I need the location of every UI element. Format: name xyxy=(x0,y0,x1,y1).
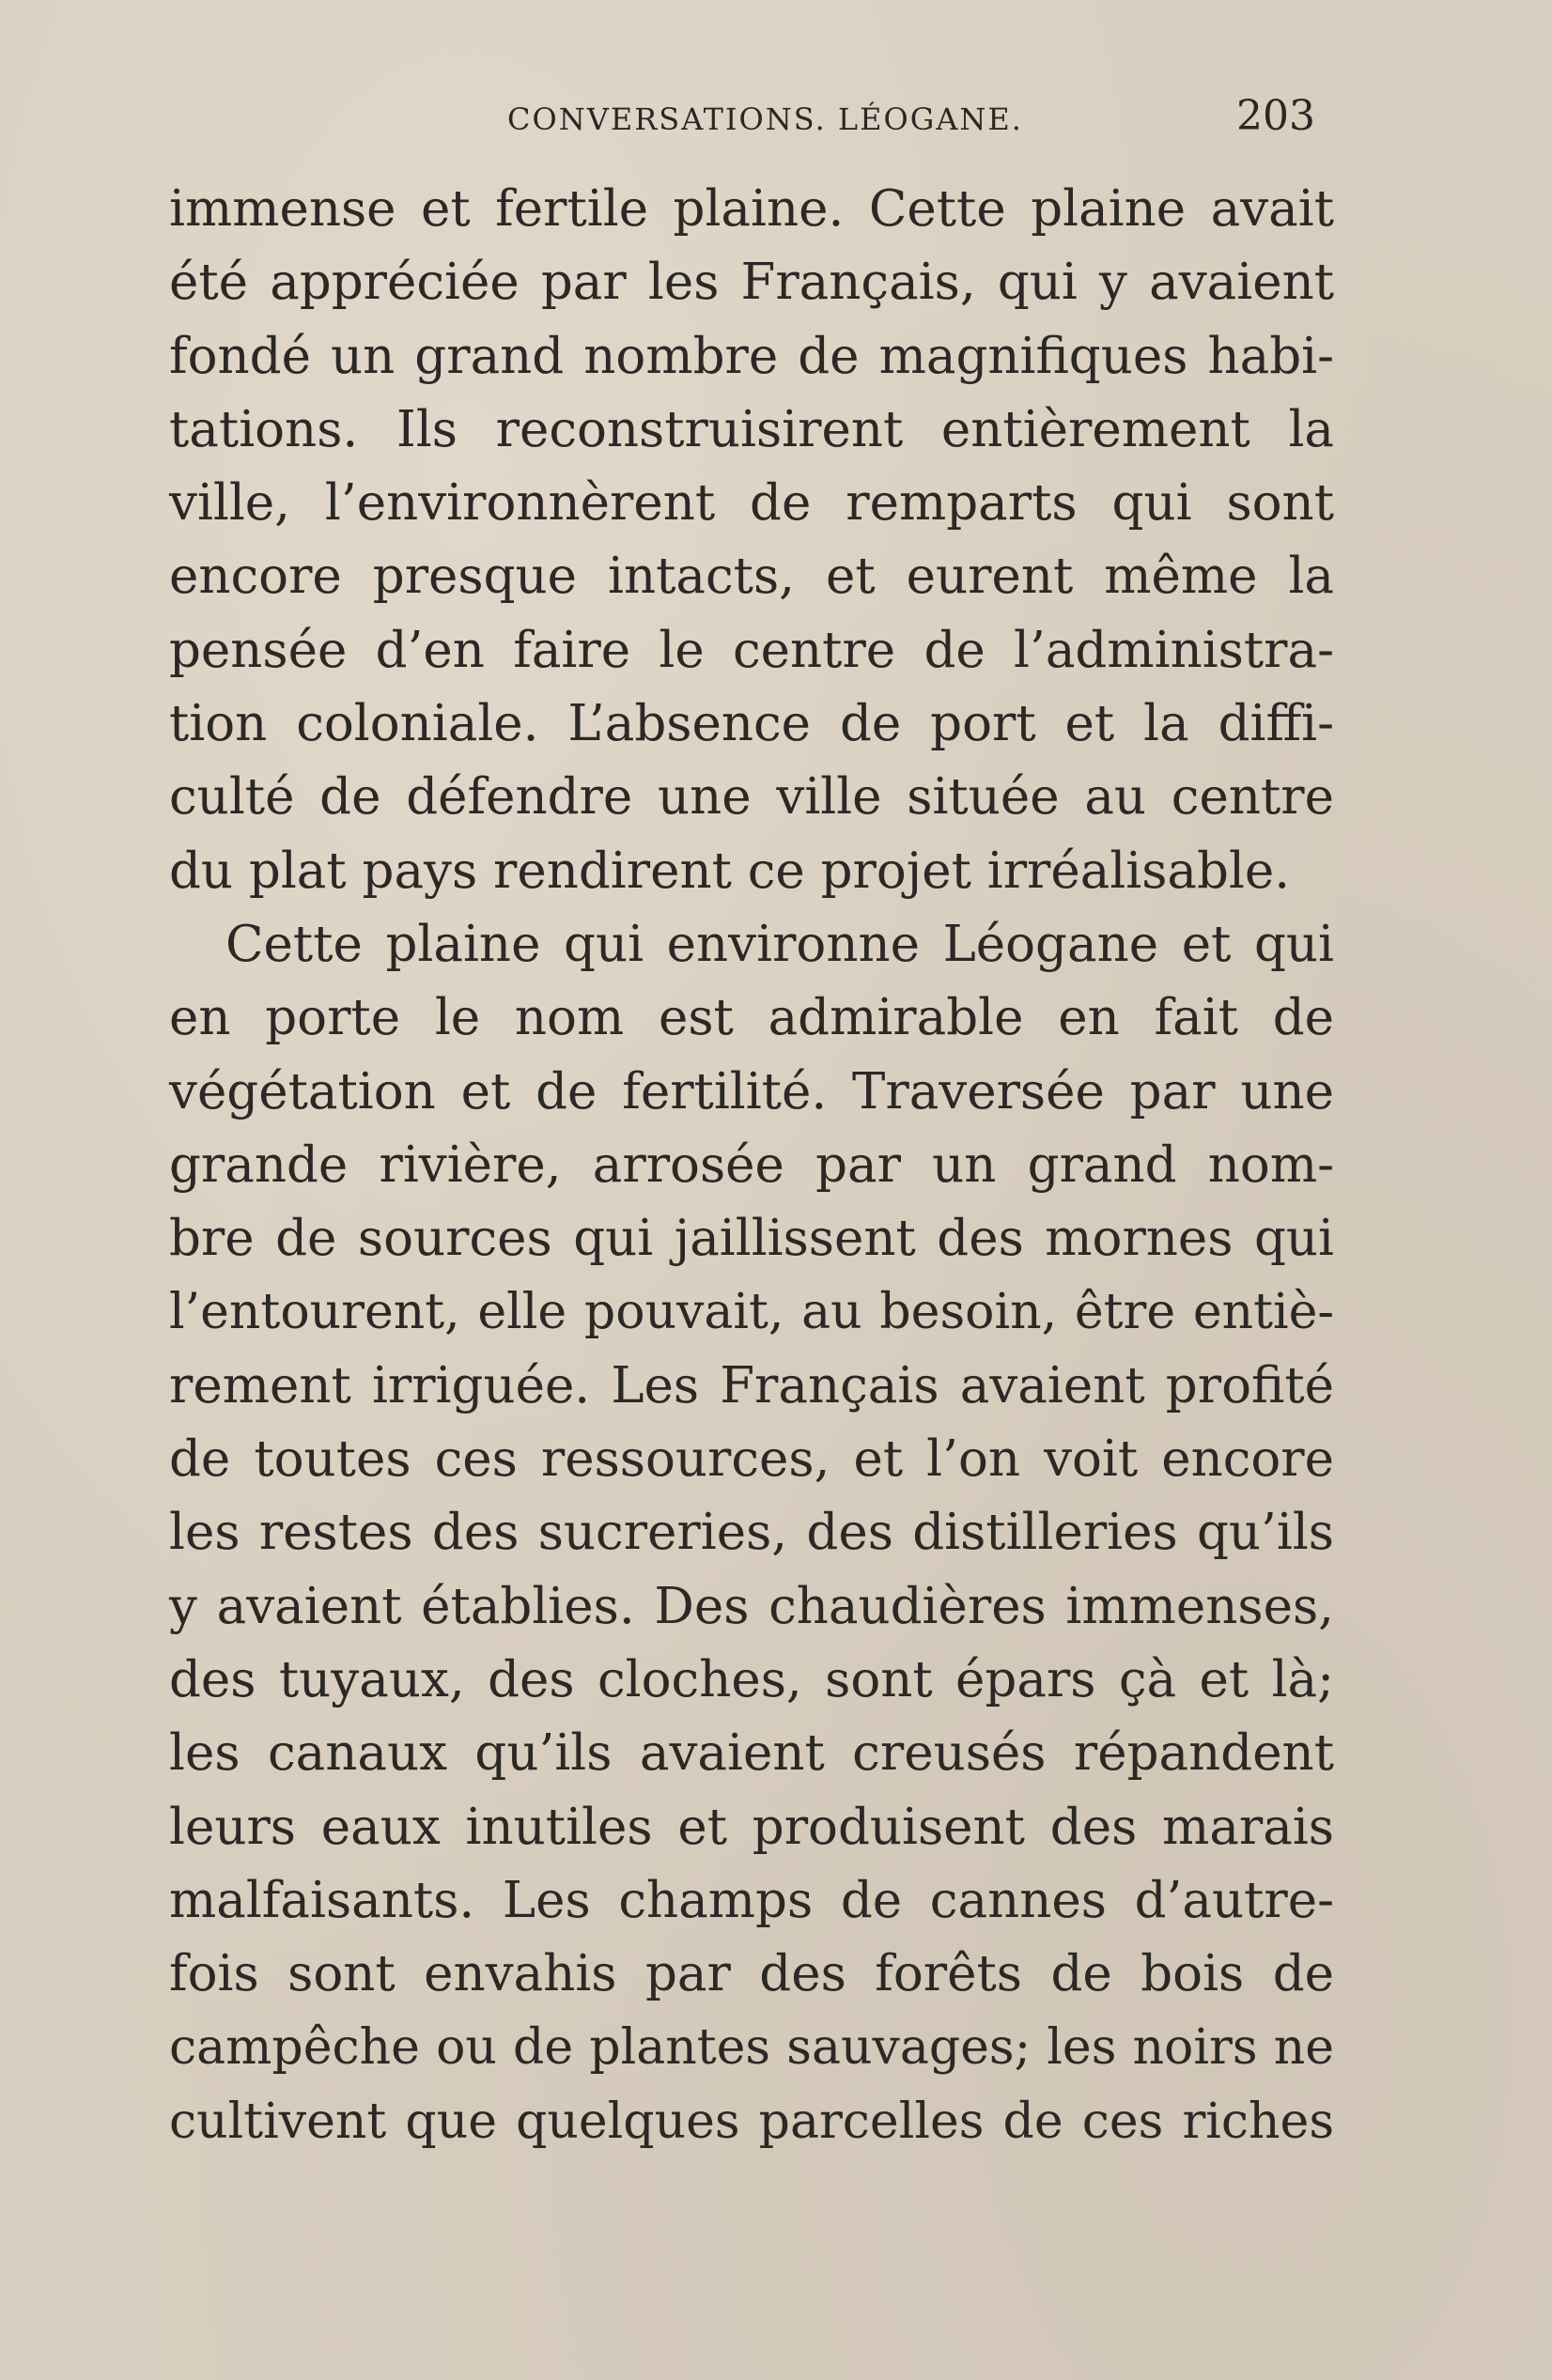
text-line: fondé un grand nombre de magnifiques habi- xyxy=(169,327,1334,385)
text-line: végétation et de fertilité. Traversée par une xyxy=(169,1062,1334,1120)
text-line: de toutes ces ressources, et l’on voit encore xyxy=(169,1430,1334,1489)
text-line: du plat pays rendirent ce projet irréalisable. xyxy=(169,842,1291,900)
text-line: y avaient établies. Des chaudières immenses, xyxy=(169,1577,1334,1635)
text-line: grande rivière, arrosée par un grand nom- xyxy=(169,1136,1334,1194)
text-line: encore presque intacts, et eurent même la xyxy=(169,548,1334,606)
body-text xyxy=(169,173,1334,2158)
text-line: en porte le nom est admirable en fait de xyxy=(169,989,1334,1047)
text-line: malfaisants. Les champs de cannes d’autre- xyxy=(169,1871,1334,1929)
page-header xyxy=(178,92,1325,148)
text-line: bre de sources qui jaillissent des mornes qui xyxy=(169,1210,1334,1268)
running-title: CONVERSATIONS. LÉOGANE. xyxy=(507,101,1023,137)
page-number: 203 xyxy=(1236,92,1315,140)
text-line: pensée d’en faire le centre de l’administra- xyxy=(169,621,1334,679)
text-line: ville, l’environnèrent de remparts qui sont xyxy=(169,474,1334,533)
text-line: fois sont envahis par des forêts de bois de xyxy=(169,1945,1334,2003)
text-line: tations. Ils reconstruisirent entièrement la xyxy=(169,400,1334,458)
text-line: été appréciée par les Français, qui y avaient xyxy=(169,254,1334,312)
text-line: rement irriguée. Les Français avaient profité xyxy=(169,1356,1334,1414)
text-line: immense et fertile plaine. Cette plaine avait xyxy=(169,180,1334,238)
text-line: culté de défendre une ville située au centre xyxy=(169,768,1334,827)
text-line: l’entourent, elle pouvait, au besoin, être entiè- xyxy=(169,1284,1334,1341)
text-line: des tuyaux, des cloches, sont épars çà et là; xyxy=(169,1650,1334,1708)
text-line: campêche ou de plantes sauvages; les noirs ne xyxy=(169,2019,1334,2077)
text-line: Cette plaine qui environne Léogane et qui xyxy=(225,915,1334,973)
text-line: tion coloniale. L’absence de port et la diffi- xyxy=(169,695,1334,753)
text-line: leurs eaux inutiles et produisent des marais xyxy=(169,1798,1334,1856)
text-line: les restes des sucreries, des distilleries qu’ils xyxy=(169,1504,1334,1562)
text-line: cultivent que quelques parcelles de ces riches xyxy=(169,2093,1334,2150)
text-line: les canaux qu’ils avaient creusés répandent xyxy=(169,1724,1334,1783)
